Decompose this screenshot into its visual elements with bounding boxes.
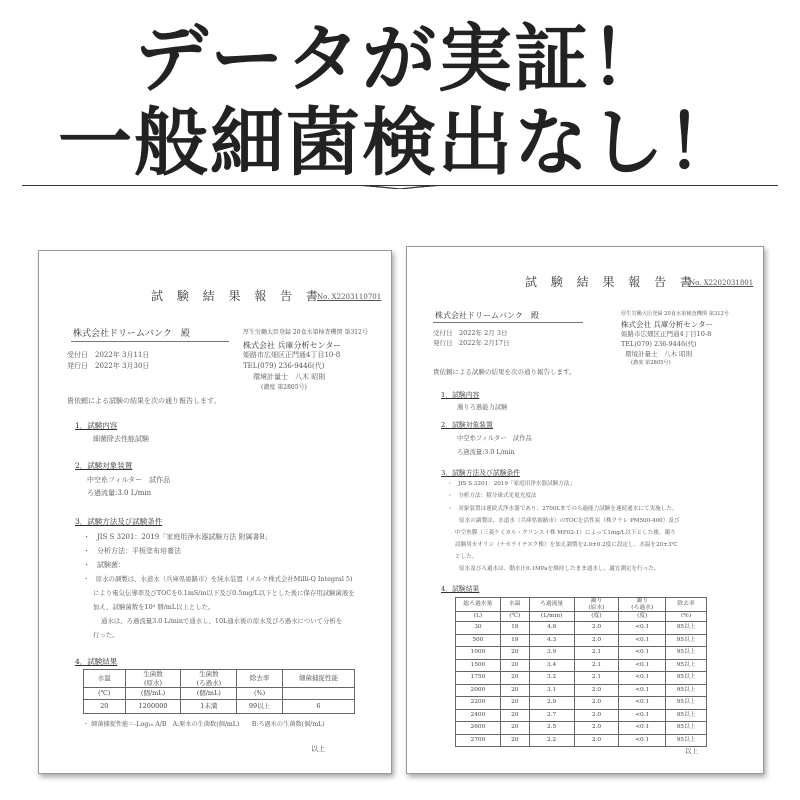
lab-name: 株式会社 兵庫分析センター (621, 320, 714, 329)
table-header-cell: 除去率 (666, 598, 707, 612)
table-cell: 3.4 (529, 659, 574, 672)
table-unit-cell: (L/min) (529, 612, 574, 622)
table-cell: 20 (500, 684, 529, 697)
received-date: 受付日 2022年 3月11日 (67, 351, 150, 359)
table-cell: 30 (456, 622, 501, 635)
section-2-device: 中空糸フィルター 試作品 (87, 476, 171, 484)
table-unit-cell: (L) (456, 612, 501, 622)
measurer-registration: (濃度 第2805号) (631, 360, 671, 366)
table-cell: 2.0 (574, 722, 619, 735)
table-cell: 500 (456, 634, 501, 647)
table-cell: 95以上 (666, 622, 707, 635)
table-cell: 1200000 (125, 700, 181, 714)
table-cell: 3.1 (529, 684, 574, 697)
headline-divider (22, 183, 778, 189)
table-row (456, 684, 707, 697)
table-cell: 20 (500, 709, 529, 722)
table-cell: 2.0 (574, 709, 619, 722)
table-cell: 20 (500, 697, 529, 710)
table-cell: 20 (500, 672, 529, 685)
table-cell: 95以上 (666, 722, 707, 735)
issued-date: 発行日 2022年 2月17日 (433, 339, 510, 347)
table-cell: 95以上 (666, 697, 707, 710)
section-1-body: 濁りろ過能力試験 (457, 404, 508, 411)
section-1-title: 1．試験内容 (75, 421, 118, 430)
table-header-row (84, 670, 355, 688)
table-cell: 6 (282, 700, 354, 714)
table-cell: 2.0 (574, 634, 619, 647)
headline-line-2: 一般細菌検出なし！ (58, 100, 742, 186)
measurer-registration: (濃度 第2805号) (261, 384, 307, 391)
table-cell: 2.1 (574, 659, 619, 672)
table-cell: 20 (500, 734, 529, 747)
section-3-title: 3．試験方法及び試験条件 (441, 469, 521, 477)
client-name: 株式会社ドリームバンク 殿 (435, 311, 539, 320)
table-header-cell: 濁り (原水) (574, 598, 619, 612)
table-cell: <0.1 (619, 634, 666, 647)
section-3-line: 行った。 (93, 631, 119, 639)
section-3-line: により電気伝導率及びTOCを0.1mS/m以下及び0.5mg/L以下とした後に保存用試験菌液を (93, 589, 355, 597)
table-row (84, 700, 355, 714)
section-3-line: ・ 分析方法：平板塗布培養法 (83, 547, 181, 555)
report-number: No. X2202031801 (689, 279, 754, 287)
section-3-line: とした。 (455, 554, 478, 560)
section-1-title: 1．試験内容 (441, 391, 480, 399)
table-cell: 2.5 (529, 722, 574, 735)
table-cell: 19 (500, 634, 529, 647)
table-cell: 4.3 (529, 634, 574, 647)
test-report-left (38, 250, 392, 774)
section-3-line: 中空糸膜（三菱ケミカル・クリンスイ株 MF02-1）によって1mg/L以下とした後、濁り (455, 530, 676, 536)
table-cell: 1未満 (181, 700, 237, 714)
table-header-cell: 細菌捕捉性能 (282, 670, 354, 688)
table-cell: <0.1 (619, 684, 666, 697)
table-row (456, 734, 707, 747)
table-cell: <0.1 (619, 647, 666, 660)
table-cell: 2.0 (574, 734, 619, 747)
table-row (456, 709, 707, 722)
table-units-row (456, 612, 707, 622)
table-cell: <0.1 (619, 709, 666, 722)
section-2-flow: ろ過流量:3.0 L/min (457, 449, 515, 456)
table-cell: <0.1 (619, 734, 666, 747)
table-cell: 95以上 (666, 659, 707, 672)
table-row (456, 659, 707, 672)
table-header-cell: ろ過流量 (529, 598, 574, 612)
table-cell: 99以上 (237, 700, 283, 714)
table-unit-cell: (個/mL) (125, 688, 181, 700)
report-number: No. X2203110701 (317, 293, 382, 301)
received-date: 受付日 2022年 2月 3日 (433, 329, 508, 337)
section-3-line: 原水の調製は、水道水（兵庫県姫路市）のTOCを活性炭（株クラレ PM500-400）及び (459, 518, 680, 524)
lab-name: 株式会社 兵庫分析センター (243, 341, 342, 350)
section-4-title: 4．試験結果 (75, 657, 118, 666)
table-cell: 2.0 (574, 684, 619, 697)
results-table (455, 597, 707, 747)
measurer: 環境計量士 八木 昭則 (625, 350, 693, 358)
table-header-cell: 生菌数 (ろ過水) (181, 670, 237, 688)
table-cell: 19 (500, 622, 529, 635)
table-cell: 95以上 (666, 709, 707, 722)
table-cell: <0.1 (619, 622, 666, 635)
table-cell: 2000 (456, 684, 501, 697)
issued-date: 発行日 2022年 3月30日 (67, 362, 150, 370)
lab-address: 姫路市広畑区正門通4丁目10-8 (621, 330, 712, 338)
client-name: 株式会社ドリームバンク 殿 (73, 329, 190, 339)
table-cell: 2600 (456, 722, 501, 735)
table-unit-cell: (度) (574, 612, 619, 622)
section-2-title: 2．試験対象装置 (441, 421, 493, 429)
test-report-right (406, 246, 764, 774)
table-cell: 20 (84, 700, 126, 714)
table-cell: 2.9 (529, 697, 574, 710)
table-cell: 1750 (456, 672, 501, 685)
table-cell: 2200 (456, 697, 501, 710)
table-row (456, 722, 707, 735)
table-cell: 2.2 (529, 734, 574, 747)
table-cell: 20 (500, 722, 529, 735)
section-3-line: ・ JIS S 3201：2019「家庭用浄水器試験方法 附属書B」 (83, 533, 272, 541)
table-row (456, 634, 707, 647)
table-cell: 2.0 (574, 697, 619, 710)
section-3-line: ・ JIS S 3201：2019「家庭用浄水器試験方法」 (447, 481, 576, 487)
table-cell: 95以上 (666, 672, 707, 685)
table-cell: 1000 (456, 647, 501, 660)
intro-text: 貴依頼による試験の結果を次の通り報告します。 (67, 397, 221, 405)
table-unit-cell: (℃) (500, 612, 529, 622)
table-cell: 2700 (456, 734, 501, 747)
table-unit-cell: (℃) (84, 688, 126, 700)
cert-registration: 厚生労働大臣登録 20食水第検査機関 第312号 (621, 311, 729, 317)
table-header-cell: 生菌数 (原水) (125, 670, 181, 688)
section-3-line: 原水及びろ過水は、動水圧0.1MPaを維持したまま通水し、適宜測定を行った。 (459, 566, 660, 572)
table-cell: 3.9 (529, 647, 574, 660)
table-row (456, 697, 707, 710)
table-unit-cell: (個/mL) (181, 688, 237, 700)
table-header-cell: 水温 (500, 598, 529, 612)
section-3-line: ・ 分析方法：積分球式光電光度法 (447, 493, 537, 499)
table-cell: 2.0 (574, 622, 619, 635)
table-cell: 95以上 (666, 684, 707, 697)
table-unit-cell (282, 688, 354, 700)
table-cell: 2.1 (574, 647, 619, 660)
section-3-line: 加え、試験菌数を10⁵ 個/mL以上とした。 (93, 603, 215, 611)
table-cell: <0.1 (619, 722, 666, 735)
table-header-cell: 水温 (84, 670, 126, 688)
table-unit-cell: (%) (666, 612, 707, 622)
section-3-title: 3．試験方法及び試験条件 (75, 517, 163, 526)
table-cell: 95以上 (666, 634, 707, 647)
table-cell: 4.8 (529, 622, 574, 635)
table-footnote: ・ 細菌捕捉性能＝-Log₁₀ A/B A:原水の生菌数(個/mL) B:ろ過水の生菌数(個/mL) (83, 721, 325, 728)
table-cell: 20 (500, 659, 529, 672)
table-row (456, 647, 707, 660)
section-1-body: 細菌除去性能試験 (93, 435, 149, 443)
measurer: 環境計量士 八木 昭則 (253, 373, 326, 381)
headline-line-1: データが実証！ (134, 16, 666, 102)
table-unit-cell: (度) (619, 612, 666, 622)
table-cell: 2.7 (529, 709, 574, 722)
table-cell: 95以上 (666, 647, 707, 660)
section-2-device: 中空糸フィルター 試作品 (457, 435, 532, 442)
table-cell: 20 (500, 647, 529, 660)
intro-text: 貴依頼による試験の結果を次の通り報告します。 (433, 368, 576, 376)
lab-tel: TEL(079) 236-9446(代) (243, 362, 325, 370)
table-cell: 1500 (456, 659, 501, 672)
table-row (456, 622, 707, 635)
section-4-title: 4．試験結果 (441, 585, 480, 593)
section-3-line: ・ 試験菌： (83, 561, 125, 569)
table-cell: 3.2 (529, 672, 574, 685)
table-cell: <0.1 (619, 697, 666, 710)
section-2-flow: ろ過流量:3.0 L/min (87, 489, 152, 497)
table-units-row (84, 688, 355, 700)
report-title: 試 験 結 果 報 告 書 (525, 275, 697, 289)
client-underline (71, 341, 229, 342)
cert-registration: 厚生労働大臣登録 20食水第検査機関 第312号 (243, 329, 368, 336)
table-cell: 95以上 (666, 734, 707, 747)
section-2-title: 2．試験対象装置 (75, 461, 133, 470)
results-table (83, 669, 355, 714)
table-header-cell: 除去率 (237, 670, 283, 688)
section-3-line: 試験用カオリン（ナカライテスク株）を加え調製を2.0±0.2度に設定し、水温を20±3℃ (455, 542, 678, 548)
section-3-line: ・ 原水の調製は、水道水（兵庫県姫路市）を純水装置（メルク株式会社Milli-Q Integral 5) (83, 575, 353, 583)
table-unit-cell: (%) (237, 688, 283, 700)
end-mark: 以上 (685, 747, 698, 755)
table-header-cell: 濁り (ろ過水) (619, 598, 666, 612)
table-cell: <0.1 (619, 659, 666, 672)
lab-tel: TEL(079) 236-9446(代) (621, 340, 697, 348)
section-3-line: 通水は、ろ過流量3.0 L/minで通水し、10L通水後の原水及びろ過水について分析を (101, 617, 343, 625)
table-row (456, 672, 707, 685)
section-3-line: ・ 対象装置は連続式浄水器であり、2700Lまでのろ過能力試験を連続通水にて実施した。 (447, 506, 678, 512)
table-cell: <0.1 (619, 672, 666, 685)
table-cell: 2.1 (574, 672, 619, 685)
table-cell: 2400 (456, 709, 501, 722)
table-header-row (456, 598, 707, 612)
client-underline (433, 322, 583, 323)
end-mark: 以上 (311, 745, 325, 753)
table-header-cell: 総ろ過水量 (456, 598, 501, 612)
report-title: 試 験 結 果 報 告 書 (151, 289, 323, 303)
lab-address: 姫路市広畑区正門通4丁目10-8 (243, 351, 341, 359)
